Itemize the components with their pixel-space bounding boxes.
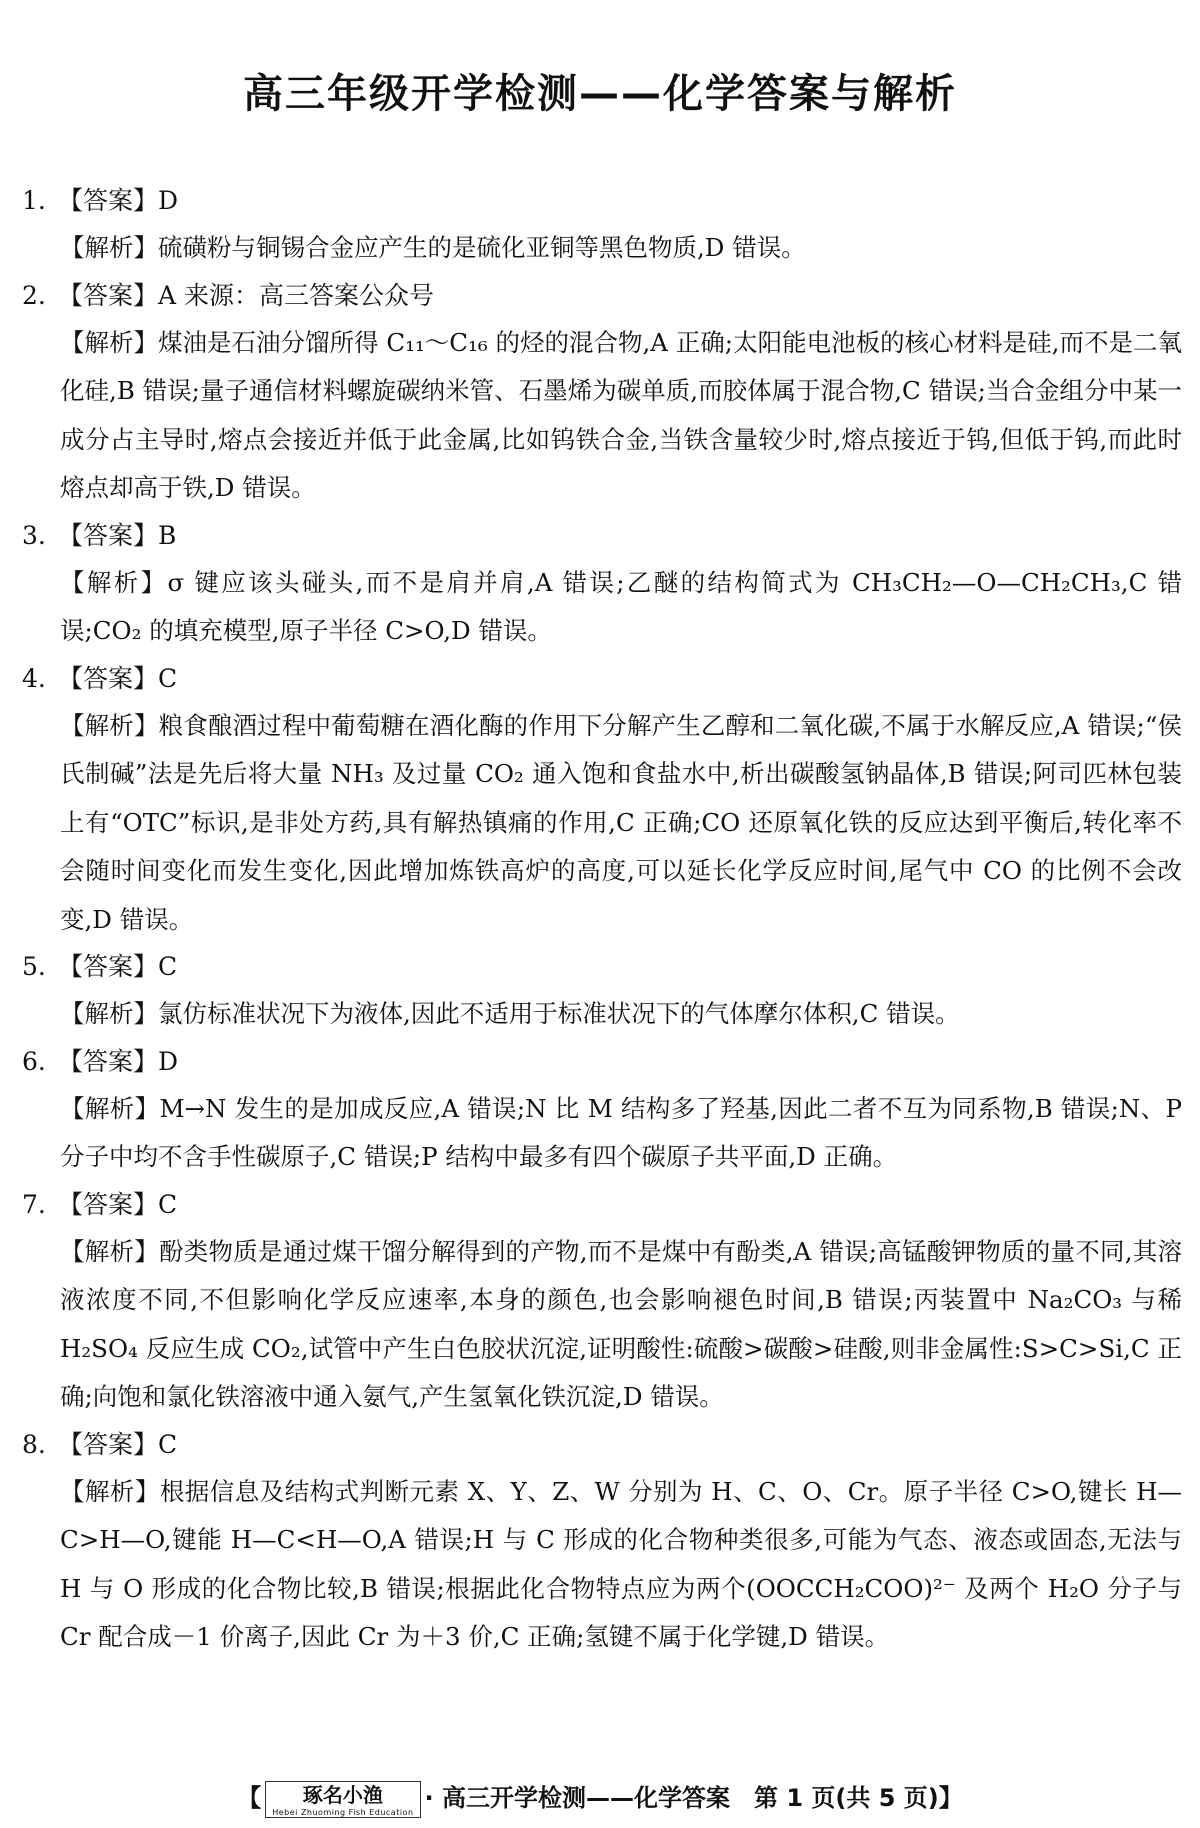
question-item (22, 1182, 1182, 1422)
explanation-text: 【解析】氯仿标准状况下为液体,因此不适用于标准状况下的气体摩尔体积,C 错误。 (60, 999, 960, 1028)
answer-list (22, 178, 1182, 1662)
explanation-text: 【解析】硫磺粉与铜锡合金应产生的是硫化亚铜等黑色物质,D 错误。 (60, 233, 806, 262)
brand-logo-name: 琢名小渔 (302, 1782, 383, 1807)
question-item (22, 178, 1182, 273)
answer-line (22, 1422, 1182, 1468)
question-number: 3. (22, 520, 46, 550)
answer-text: 【答案】B (58, 520, 177, 550)
question-item (22, 513, 1182, 656)
answer-text: 【答案】D (58, 1046, 179, 1076)
answer-text: 【答案】C (58, 952, 178, 981)
answer-line (22, 1182, 1182, 1228)
question-item (22, 1039, 1182, 1182)
explanation-text: 【解析】煤油是石油分馏所得 C₁₁～C₁₆ 的烃的混合物,A 正确;太阳能电池板的核心材料是硅,而不是二氧化硅,B 错误;量子通信材料螺旋碳纳米管、石墨烯为碳单质,而胶体属于混合物,C 错误;当合金组分中某一成分占主导时,熔点会接近并低于此金属,比如钨铁合金,当铁含量较少时,熔点接近于钨,但低于钨,而此时熔点却高于铁,D 错误。 (60, 327, 1182, 502)
answer-text: 【答案】A 来源：高三答案公众号 (58, 280, 435, 310)
brand-logo (265, 1781, 420, 1818)
page-footer (0, 1778, 1200, 1818)
answer-text: 【答案】C (58, 1429, 178, 1459)
answer-line (22, 1039, 1182, 1085)
answer-text: 【答案】C (58, 663, 178, 693)
explanation-text: 【解析】酚类物质是通过煤干馏分解得到的产物,而不是煤中有酚类,A 错误;高锰酸钾物质的量不同,其溶液浓度不同,不但影响化学反应速率,本身的颜色,也会影响褪色时间,B 错误;丙装置中 Na₂CO₃ 与稀 H₂SO₄ 反应生成 CO₂,试管中产生白色胶状沉淀,证明酸性:硫酸>碳酸>硅酸,则非金属性:S>C>Si,C 正确;向饱和氯化铁溶液中通入氨气,产生氢氧化铁沉淀,D 错误。 (60, 1236, 1182, 1411)
answer-text: 【答案】D (58, 186, 179, 215)
question-number: 6. (22, 1046, 46, 1076)
footer-text: · 高三开学检测——化学答案 第 1 页(共 5 页)】 (424, 1784, 963, 1812)
answer-line (22, 273, 1182, 319)
question-number: 1. (22, 186, 46, 215)
footer-open-bracket: 【 (237, 1784, 262, 1812)
brand-logo-subtitle: Hebei Zhuoming Fish Education (272, 1807, 414, 1817)
answer-line (22, 656, 1182, 702)
explanation-text: 【解析】M→N 发生的是加成反应,A 错误;N 比 M 结构多了羟基,因此二者不互为同系物,B 错误;N、P 分子中均不含手性碳原子,C 错误;P 结构中最多有四个碳原子共平面,D 正确。 (60, 1093, 1182, 1171)
question-number: 2. (22, 280, 46, 310)
answer-text: 【答案】C (58, 1189, 178, 1219)
question-item (22, 1422, 1182, 1662)
page-title: 高三年级开学检测——化学答案与解析 (243, 71, 957, 117)
question-item (22, 656, 1182, 945)
explanation-text: 【解析】粮食酿酒过程中葡萄糖在酒化酶的作用下分解产生乙醇和二氧化碳,不属于水解反应,A 错误;“侯氏制碱”法是先后将大量 NH₃ 及过量 CO₂ 通入饱和食盐水中,析出碳酸氢钠晶体,B 错误;阿司匹林包装上有“OTC”标识,是非处方药,具有解热镇痛的作用,C 正确;CO 还原氧化铁的反应达到平衡后,转化率不会随时间变化而发生变化,因此增加炼铁高炉的高度,可以延长化学反应时间,尾气中 CO 的比例不会改变,D 错误。 (60, 710, 1182, 934)
answer-line (22, 178, 1182, 224)
explanation-text: 【解析】σ 键应该头碰头,而不是肩并肩,A 错误;乙醚的结构简式为 CH₃CH₂—O—CH₂CH₃,C 错误;CO₂ 的填充模型,原子半径 C>O,D 错误。 (60, 567, 1182, 645)
question-number: 8. (22, 1429, 46, 1459)
question-item (22, 273, 1182, 513)
answer-line (22, 944, 1182, 990)
question-number: 7. (22, 1189, 46, 1219)
question-number: 5. (22, 952, 46, 981)
explanation-text: 【解析】根据信息及结构式判断元素 X、Y、Z、W 分别为 H、C、O、Cr。原子半径 C>O,键长 H—C>H—O,键能 H—C<H—O,A 错误;H 与 C 形成的化合物种类很多,可能为气态、液态或固态,无法与 H 与 O 形成的化合物比较,B 错误;根据此化合物特点应为两个(OOCCH₂COO)²⁻ 及两个 H₂O 分子与 Cr 配合成－1 价离子,因此 Cr 为＋3 价,C 正确;氢键不属于化学键,D 错误。 (60, 1476, 1182, 1651)
answer-line (22, 513, 1182, 559)
question-item (22, 944, 1182, 1039)
question-number: 4. (22, 663, 46, 693)
